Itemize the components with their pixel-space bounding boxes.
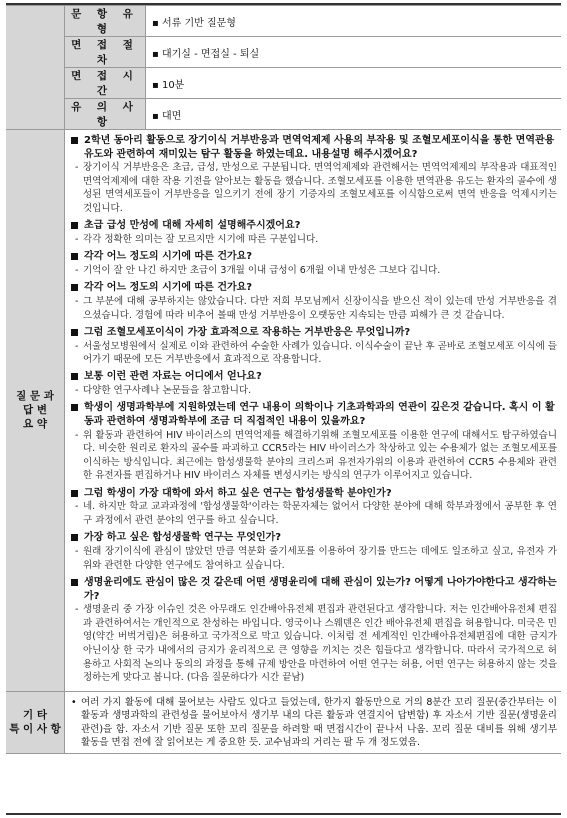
qa-side-label-line3: 요 약	[23, 418, 47, 431]
misc-side-label-line2: 특 이 사 항	[9, 723, 61, 736]
answer-text: 네. 하지만 학교 교과과정에 '합성생물학'이라는 학문자체는 없어서 다양한 분야에 대해 학부과정에서 공부한 후 연구 과정에서 관련 분야의 연구를 하고 싶습니다.	[83, 501, 557, 527]
answer-item	[75, 264, 557, 278]
dash-marker: -	[75, 501, 79, 513]
square-bullet-icon	[71, 579, 78, 586]
header-row-time	[6, 68, 561, 99]
square-bullet-icon	[71, 404, 78, 411]
square-bullet-icon	[71, 490, 78, 497]
dash-marker: -	[75, 264, 79, 276]
answer-text: 다양한 연구사례나 논문들을 참고합니다.	[83, 385, 252, 397]
question-text: 학생이 생명과학부에 지원하였는데 연구 내용이 의학이나 기초과학과의 연관이 깊은것 같습니다. 혹시 이 활동과 관련하여 생명과학부에 조금 더 직접적인 내용이 있을까요?	[84, 402, 555, 428]
answer-text: 장기이식 거부반응은 초급, 급성, 만성으로 구분됩니다. 면역억제제와 관련해서는 면역억제제의 부작용과 대표적인 면역억제제에 대한 작용 기전을 알아보는 활동을 했습니다. 조혈모세포를 이용한 면역관용 유도는 환자의 골수에 생성된 면역세포들이 거부반응을 일으키기 전에 장기 기증자의 조혈모세포를 이식함으로써 면역 반응을 억제시키는 것입니다.	[83, 162, 557, 214]
answer-item	[75, 233, 557, 247]
question-text: 각각 어느 정도의 시기에 따른 건가요?	[84, 251, 253, 263]
label-notes: 유 의 사 항	[65, 99, 146, 130]
dash-marker: -	[75, 546, 79, 557]
question-item	[71, 134, 557, 161]
misc-row	[6, 691, 561, 753]
square-bullet-icon	[71, 222, 78, 229]
interview-report-sheet	[6, 3, 561, 815]
answer-text: 생명윤리 중 가장 이슈인 것은 아무래도 인간배아유전체 편집과 관련된다고 생각합니다. 저는 인간배아유전체 편집과 관련하여서는 개인적으로 찬성하는 바입니다. 영국이나 스웨덴은 인간 배아유전체 편집을 허용합니다. 미국은 민영(약간 버벅거림)은 허용하고 국가적으로 막고 있습니다. 이처럼 전 세계적인 인간배아유전체편집에 대한 금지가 아닌이상 한 국가 내에서의 금지가 윤리적으로 큰 영향을 끼치는 것은 힘들다고 생각합니다. 따라서 국가적으로 허용하고 사회적 논의나 동의의 과정을 통해 규제 방안을 마련하여 어떤 연구는 허용, 어떤 연구는 허용하지 않는 것을 정하는게 맞다고 봅니다. (다음 질문하다가 시간 끝남)	[83, 604, 557, 684]
answer-item	[75, 161, 557, 215]
qa-side-label	[6, 130, 65, 692]
misc-side-label-line1: 기 타	[23, 709, 47, 722]
question-item	[71, 250, 557, 264]
header-row-notes	[6, 99, 561, 130]
question-item	[71, 576, 557, 603]
question-item	[71, 401, 557, 428]
qa-side-label-line1: 질 문 과	[16, 390, 54, 403]
dash-marker: -	[75, 295, 79, 307]
answer-text: 위 활동과 관련하여 HIV 바이러스의 면역억제를 해결하기위해 조혈모세포를 이용한 연구에 대해서도 탐구하였습니다. 비슷한 원리로 환자의 골수를 파괴하고 CCR5라는 HIV 바이러스가 착상하고 있는 수용체가 없는 조혈모세포를 이식하는 방식입니다. 최근에는 합성생물학 분야의 크리스퍼 유전자가위의 이용과 관련하여 CCR5 수용체와 관련한 유전자를 편집하거나 HIV 바이러스 자체를 변성시키는 방식의 연구가 이루어지고 있습니다.	[83, 429, 557, 482]
header-table	[6, 5, 561, 130]
qa-side-label-line2: 답 변	[23, 404, 47, 417]
square-bullet-icon	[71, 534, 78, 541]
answer-item	[75, 429, 557, 483]
qa-row	[6, 130, 561, 692]
question-item	[71, 531, 557, 545]
question-item	[71, 487, 557, 501]
value-notes: ▪ 대면	[146, 99, 562, 130]
qa-list	[71, 134, 557, 685]
answer-text: 서울성모병원에서 실제로 이와 관련하여 수술한 사례가 있습니다. 이식수술이 끝난 후 곧바로 조혈모세포 이식에 들어가기 때문에 모든 거부반응에서 효과적으로 작용합니다.	[83, 340, 557, 366]
header-side-blank	[6, 6, 65, 130]
dash-marker: -	[75, 385, 79, 397]
answer-text: 각각 정확한 의미는 잘 모르지만 시기에 따른 구분입니다.	[83, 233, 319, 245]
bullet-dot: •	[71, 696, 77, 708]
square-bullet-icon	[71, 329, 78, 336]
answer-item	[75, 384, 557, 398]
question-item	[71, 326, 557, 340]
answer-item	[75, 295, 557, 322]
answer-text: 원래 장기이식에 관심이 많았던 만큼 역분화 줄기세포를 이용하여 장기를 만드는 데에도 일조하고 싶고, 유전자 가위와 관련한 다양한 연구에도 참여하고 싶습니다.	[83, 546, 557, 571]
square-bullet-icon	[71, 373, 78, 380]
answer-text: 기억이 잘 안 나긴 하지만 초급이 3개월 이내 급성이 6개월 이내 만성은 그보다 깁니다.	[83, 264, 441, 276]
label-time: 면 접 시 간	[65, 68, 146, 99]
label-question-type: 문 항 유 형	[65, 6, 146, 37]
question-text: 생명윤리에도 관심이 많은 것 같은데 어떤 생명윤리에 대해 관심이 있는가? 어떻게 나아가야한다고 생각하는가?	[84, 576, 557, 602]
dash-marker: -	[75, 429, 79, 441]
misc-content	[65, 691, 562, 753]
dash-marker: -	[75, 604, 79, 616]
question-text: 그럼 학생이 가장 대학에 와서 하고 싶은 연구는 합성생물학 분야인가?	[84, 487, 392, 499]
question-item	[71, 281, 557, 295]
value-time: ▪ 10분	[146, 68, 562, 99]
answer-item	[75, 545, 557, 572]
answer-item	[75, 340, 557, 367]
value-procedure: ▪ 대기실 - 면접실 - 퇴실	[146, 37, 562, 68]
square-bullet-icon	[71, 253, 78, 260]
square-bullet-icon	[71, 137, 78, 144]
question-text: 각각 어느 정도의 시기에 따른 건가요?	[84, 282, 253, 294]
qa-table	[6, 129, 561, 692]
header-row-procedure	[6, 37, 561, 68]
qa-content	[65, 130, 562, 692]
question-item	[71, 219, 557, 233]
misc-side-label	[6, 691, 65, 753]
question-item	[71, 370, 557, 384]
answer-item	[75, 500, 557, 527]
question-text: 그럼 조혈모세포이식이 가장 효과적으로 작용하는 거부반응은 무엇입니까?	[84, 326, 411, 338]
question-text: 2학년 동아리 활동으로 장기이식 거부반응과 면역억제제 사용의 부작용 및 조혈모세포이식을 통한 면역관용유도와 관련하여 재미있는 탐구 활동을 하였는데요. 내용설명 해주시겠어요?	[84, 135, 555, 160]
value-question-type: ▪ 서류 기반 질문형	[146, 6, 562, 37]
misc-note-text: 여러 가지 활동에 대해 물어보는 사람도 있다고 들었는데, 한가지 활동만으로 거의 8분간 꼬리 질문(중간부터는 이 활동과 생명과학의 관련성을 물어보아서 생기부 내의 다른 활동과 연결지어 답변함) 후 자소서 기반 질문(생명윤리 관련)을 함. 자소서 기반 질문 또한 꼬리 질문을 하려할 때 면접시간이 끝나서 나옴. 꼬리 질문 대비를 위해 생기부 활동을 면접 전에 잘 읽어보는 게 중요한 듯. 교수님과의 거리는 팔 두 개 정도였음.	[81, 696, 557, 749]
header-row-type	[6, 6, 561, 37]
misc-table	[6, 691, 561, 754]
question-text: 보통 이런 관련 자료는 어디에서 얻나요?	[84, 371, 262, 383]
label-procedure: 면 접 절 차	[65, 37, 146, 68]
square-bullet-icon	[71, 284, 78, 291]
question-text: 가장 하고 싶은 합성생물학 연구는 무엇인가?	[84, 532, 282, 544]
misc-note	[65, 692, 561, 753]
dash-marker: -	[75, 233, 79, 245]
dash-marker: -	[75, 162, 79, 174]
question-text: 초급 급성 만성에 대해 자세히 설명해주시겠어요?	[84, 220, 301, 232]
answer-item	[75, 603, 557, 685]
dash-marker: -	[75, 340, 79, 352]
answer-text: 그 부분에 대해 공부하지는 않았습니다. 다만 저희 부모님께서 신장이식을 받으신 적이 있는데 만성 거부반응을 겪으셨습니다. 경험에 따라 비추어 볼때 만성 거부반응이 오랫동안 지속되는 만큼 피해가 큰 것 같습니다.	[83, 295, 557, 321]
